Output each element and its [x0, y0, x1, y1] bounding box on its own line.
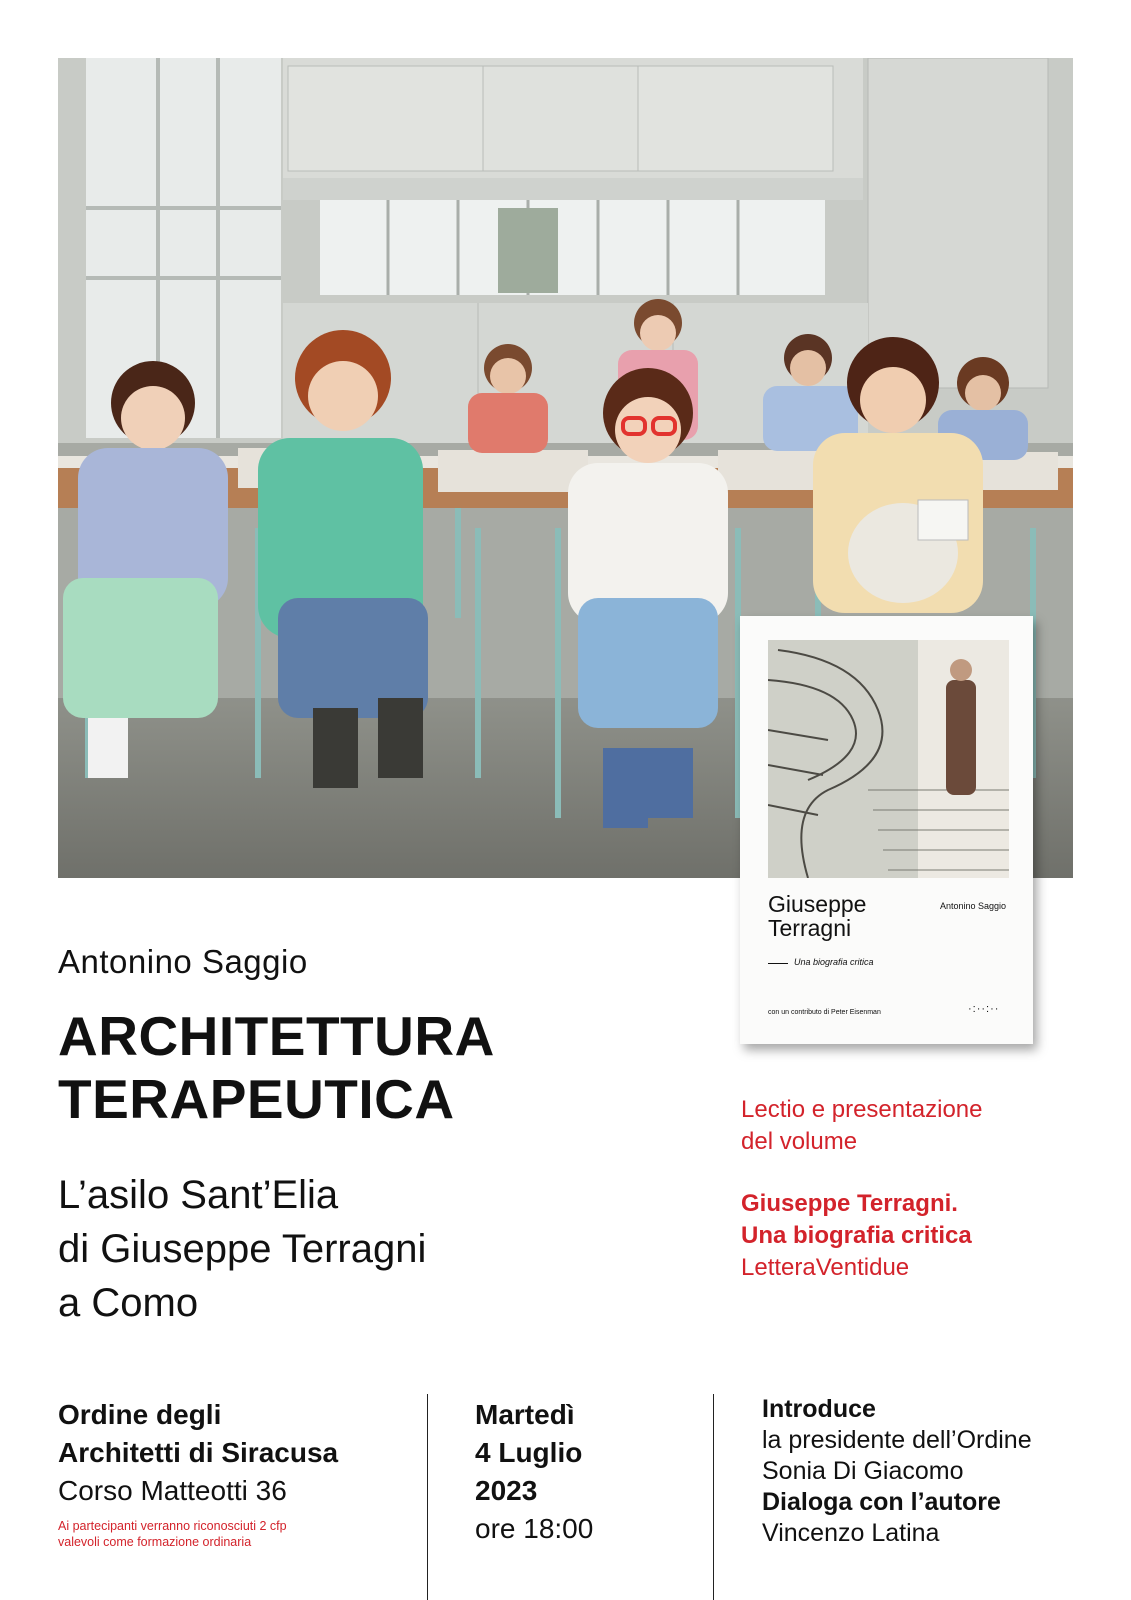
book-title-line-1: Giuseppe: [768, 891, 867, 917]
lectio-book-title-line-2: Una biografia critica: [741, 1222, 972, 1249]
column-divider-2: [713, 1394, 714, 1600]
book-title: [768, 892, 918, 940]
event-day: Martedì: [475, 1399, 575, 1430]
subtitle: [58, 1168, 426, 1330]
venue-name-line-1: Ordine degli: [58, 1399, 222, 1430]
book-subtitle: Una biografia critica: [794, 957, 874, 967]
subtitle-line-2: di Giuseppe Terragni: [58, 1227, 427, 1271]
spacer: [741, 1158, 983, 1188]
cfp-note-line-1: Ai partecipanti verranno riconosciuti 2 cfp: [58, 1519, 287, 1533]
dialoga-label: Dialoga con l’autore: [762, 1488, 1001, 1516]
book-cover: [740, 616, 1033, 1044]
venue-name-line-2: Architetti di Siracusa: [58, 1437, 339, 1468]
venue-block: [58, 1396, 338, 1510]
staircase-illustration: [768, 640, 1009, 878]
book-title-line-2: Terragni: [768, 915, 852, 941]
cfp-note: [58, 1518, 287, 1550]
lectio-block: [741, 1094, 983, 1284]
introduce-line-1: la presidente dell’Ordine: [762, 1426, 1032, 1454]
lectio-publisher: LetteraVentidue: [741, 1254, 910, 1281]
dialoga-name: Vincenzo Latina: [762, 1519, 940, 1547]
lectio-book-title-line-1: Giuseppe Terragni.: [741, 1190, 958, 1217]
cfp-note-line-2: valevoli come formazione ordinaria: [58, 1535, 252, 1549]
lectio-intro-line-2: del volume: [741, 1128, 858, 1155]
main-title-line-2: TERAPEUTICA: [58, 1068, 455, 1130]
event-date: 4 Luglio: [475, 1437, 583, 1468]
event-time: ore 18:00: [475, 1513, 594, 1544]
lectio-intro-line-1: Lectio e presentazione: [741, 1096, 983, 1123]
main-title: [58, 1005, 495, 1131]
speakers-block: [762, 1394, 1032, 1549]
column-divider-1: [427, 1394, 428, 1600]
author-name: Antonino Saggio: [58, 943, 308, 980]
subtitle-line-3: a Como: [58, 1281, 199, 1325]
event-year: 2023: [475, 1475, 538, 1506]
book-author: Antonino Saggio: [940, 901, 1007, 911]
date-block: [475, 1396, 593, 1548]
book-contribution: con un contributo di Peter Eisenman: [768, 1009, 881, 1016]
introduce-label: Introduce: [762, 1395, 876, 1423]
introduce-line-2: Sonia Di Giacomo: [762, 1457, 964, 1485]
main-title-line-1: ARCHITETTURA: [58, 1005, 495, 1067]
publisher-logo-icon: ·:··:··: [968, 1003, 1000, 1015]
subtitle-line-1: L’asilo Sant’Elia: [58, 1173, 339, 1217]
venue-address: Corso Matteotti 36: [58, 1475, 287, 1506]
book-cover-photo-staircase: [768, 640, 1009, 878]
book-subtitle-rule: [768, 963, 788, 964]
